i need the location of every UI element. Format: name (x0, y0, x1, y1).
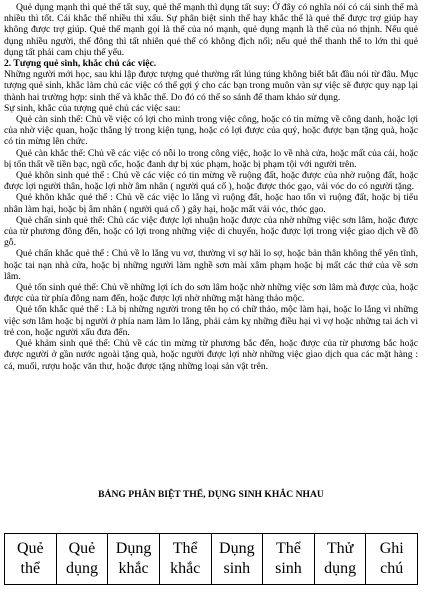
paragraph-can-sinh: Quẻ càn sinh thể: Chủ về việc có lợi cho mình trong việc công, hoặc có tin mừng về công danh, hoặc lợi của nhờ việc quan, hoặc thắng lý trong kiện tụng, hoặc có lợi được của quý, hoặc được bạn tặng quà, hoặc có tin mừng lên chức. (4, 114, 418, 148)
table-header-cell: Dụng khắc (108, 534, 160, 585)
table-header-cell: Thể khắc (159, 534, 211, 585)
paragraph-chan-khac: Quẻ chấn khắc quẻ thể : Chủ về lo lắng vu vơ, thường vì sợ hãi lo sợ, hoặc bản thân không thể yên tĩnh, hoặc tai nạn nhà cửa, hoặc bị những người làm nghề sơn mài xâm phạm hoặc bị mất các thứ của về sơn lâm. (4, 248, 418, 282)
paragraph-can-khac: Quẻ càn khắc thể: Chủ về các việc có nỗi lo trong công việc, hoặc lo về nhà cửa, hoặc mất của cải, hoặc bị tổn thất về tiền bạc, ngũ cốc, hoặc đanh dự bị xúc phạm, hoặc bị phạm tội với người trên. (4, 147, 418, 170)
paragraph-khon-sinh: Quẻ khôn sinh quẻ thể : Chủ về các việc có tin mừng về ruộng đất, hoặc được của nhờ ruộng đất, hoặc được lợi người thân, hoặc lợi nhờ âm nhân ( người quá cố ), hoặc được thóc gạo, vải vóc do có người tặng. (4, 170, 418, 193)
paragraph-intro: Quẻ dụng mạnh thì quẻ thể tất suy, quẻ thể mạnh thì dụng tất suy: Ở đây có nghĩa nói có cái sinh thể mà nhiều thì tốt. Cái khắc thể nhiều thì xấu. Sự phân biệt sinh thể hay khắc thể là quẻ thể được trợ giúp hay không được trợ giúp. Quẻ thể mạnh gọi là thể của nó mạnh, quẻ dụng mạnh là thể của nó thịnh. Nếu quẻ dụng nhiều người, thể đông thì tất nhiên quẻ thể có không địch nổi; nếu quẻ thể thanh thế to lớn thì quẻ dụng tất phải cam chịu thể yếu. (4, 2, 418, 58)
table-header-cell: Quẻ thể (5, 534, 57, 585)
paragraph-ton-khac: Quẻ tốn khắc quẻ thể : Là bị những người trong tên họ có chữ thảo, mộc làm hại, hoặc lo lắng vì những việc sơn lâm hoặc bị người ở phía nam làm lo lắng, phải cảm kỵ những điều hại vì vợ hoặc những tai ách vì trẻ con, hoặc người xấu đưa đến. (4, 304, 418, 338)
body-text (4, 2, 418, 372)
paragraph-guidance: Những người mới học, sau khi lập được tượng quẻ thường rất lúng túng không biết bắt đầu nói từ đâu. Mục tượng quẻ sinh, khắc làm chủ các việc có thể gợi ý cho các bạn trong muôn vàn sự việc sẽ được quy nạp lại thành hai trường hợp: sinh thể và khắc thể. Do đó có thể so sánh để tham khảo sử dụng. (4, 69, 418, 103)
table-header-cell: Thử dụng (314, 534, 366, 585)
table-header-cell: Dụng sinh (211, 534, 263, 585)
table-header-cell: Quẻ dụng (56, 534, 108, 585)
table-header-cell: Thể sinh (263, 534, 315, 585)
table-header-cell: Ghi chú (366, 534, 418, 585)
table-header-row (5, 534, 418, 585)
paragraph-ton-sinh: Quẻ tốn sinh quẻ thể: Chủ về những lợi ích do sơn lâm hoặc nhờ những việc sơn lâm mà được của, hoặc được của từ phía đông nam đến, hoặc được lợi nhờ những mặt hàng thảo mộc. (4, 282, 418, 305)
paragraph-kham-sinh: Quẻ khảm sinh quẻ thể: Chủ về các tin mừng từ phương bắc đến, hoặc được của từ phương bắc hoặc được người ở gần nước ngoài tặng quà, hoặc người được lợi nhờ những việc giao dịch qua các mặt hàng : cá, muối, rượu hoặc văn thư, hoặc được tặng những loại sản vật trên. (4, 338, 418, 372)
paragraph-khon-khac: Quẻ khôn khắc quẻ thể : Chủ về các việc lo lắng vì ruộng đất, hoặc hao tốn vì ruộng đất, hoặc bị tiểu nhân làm hại, hoặc bị âm nhân ( người quá cố ) gây hại, hoặc mất vải vóc, thóc gạo. (4, 192, 418, 215)
paragraph-chan-sinh: Quẻ chấn sinh quẻ thể: Chủ các việc được lợi nhuận hoặc được của nhờ những việc sơn lâm, hoặc được của từ phương đông đến, hoặc có lợi trong những việc di chuyển, hoặc được lợi trong việc giao dịch về đồ gỗ. (4, 214, 418, 249)
comparison-table (4, 533, 418, 585)
section-heading: 2. Tượng quẻ sinh, khắc chủ các việc. (4, 58, 157, 70)
table-title: BẢNG PHÂN BIỆT THỂ, DỤNG SINH KHẮC NHAU (98, 489, 324, 500)
paragraph-lead: Sự sinh, khắc của tượng quẻ chủ các việc sau: (4, 102, 181, 114)
